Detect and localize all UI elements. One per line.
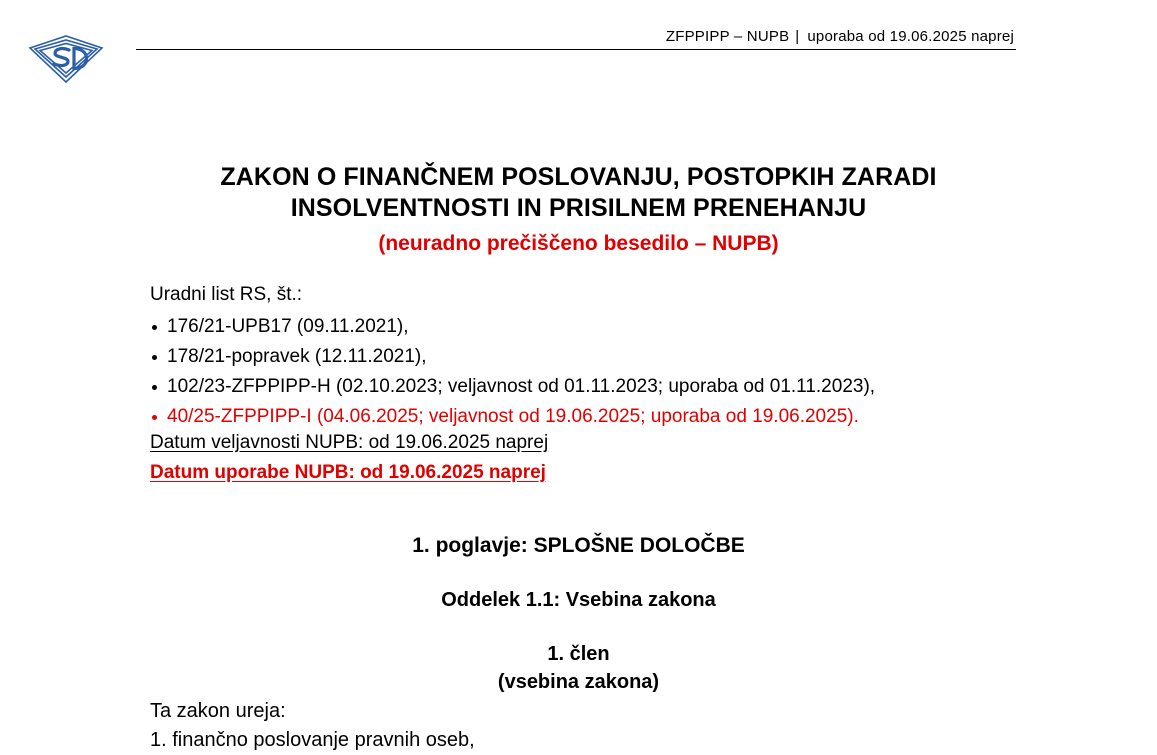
validity-usage-row	[150, 458, 1050, 488]
article-body	[150, 697, 1090, 755]
header-separator: |	[795, 28, 800, 45]
source-text: 178/21-popravek (12.11.2021),	[167, 346, 427, 367]
page-title-line-1: ZAKON O FINANČNEM POSLOVANJU, POSTOPKIH ZARADI	[220, 163, 937, 191]
article-item-1: 1. finančno poslovanje pravnih oseb,	[150, 729, 475, 751]
sources-label: Uradni list RS, št.:	[150, 284, 303, 305]
validity-effective-date: Datum veljavnosti NUPB: od 19.06.2025 naprej	[150, 432, 549, 453]
article-number: 1. člen	[547, 643, 610, 665]
validity-usage-date: Datum uporabe NUPB: od 19.06.2025 naprej	[150, 462, 546, 483]
header-caption	[136, 28, 1016, 49]
page-title-line-2: INSOLVENTNOSTI IN PRISILNEM PRENEHANJU	[290, 194, 867, 222]
source-text: 176/21-UPB17 (09.11.2021),	[167, 316, 409, 337]
bullet-icon	[152, 415, 157, 420]
list-item	[150, 372, 1110, 402]
document-title-block	[0, 162, 1157, 259]
article-intro: Ta zakon ureja:	[150, 700, 286, 722]
validity-effective-row	[150, 428, 1050, 458]
sd-emblem-logo	[24, 32, 108, 86]
page-subtitle: (neuradno prečiščeno besedilo – NUPB)	[378, 232, 779, 255]
bullet-icon	[152, 325, 157, 330]
source-text: 40/25-ZFPPIPP-I (04.06.2025; veljavnost od 19.06.2025; uporaba od 19.06.2025).	[167, 406, 859, 427]
header-usage-note: uporaba od 19.06.2025 naprej	[807, 28, 1014, 45]
chapter-heading: 1. poglavje: SPLOŠNE DOLOČBE	[412, 534, 745, 557]
official-gazette-sources	[150, 282, 1110, 432]
article-title: (vsebina zakona)	[497, 671, 660, 693]
bullet-icon	[152, 355, 157, 360]
section-heading: Oddelek 1.1: Vsebina zakona	[441, 589, 716, 611]
document-header	[0, 28, 1157, 88]
validity-block	[150, 428, 1050, 488]
list-item	[150, 312, 1110, 342]
header-divider	[136, 49, 1016, 50]
bullet-icon	[152, 385, 157, 390]
list-item	[150, 342, 1110, 372]
header-rule-wrap	[136, 28, 1016, 50]
source-text: 102/23-ZFPPIPP-H (02.10.2023; veljavnost od 01.11.2023; uporaba od 01.11.2023),	[167, 376, 876, 397]
header-act-short: ZFPPIPP – NUPB	[665, 28, 790, 45]
